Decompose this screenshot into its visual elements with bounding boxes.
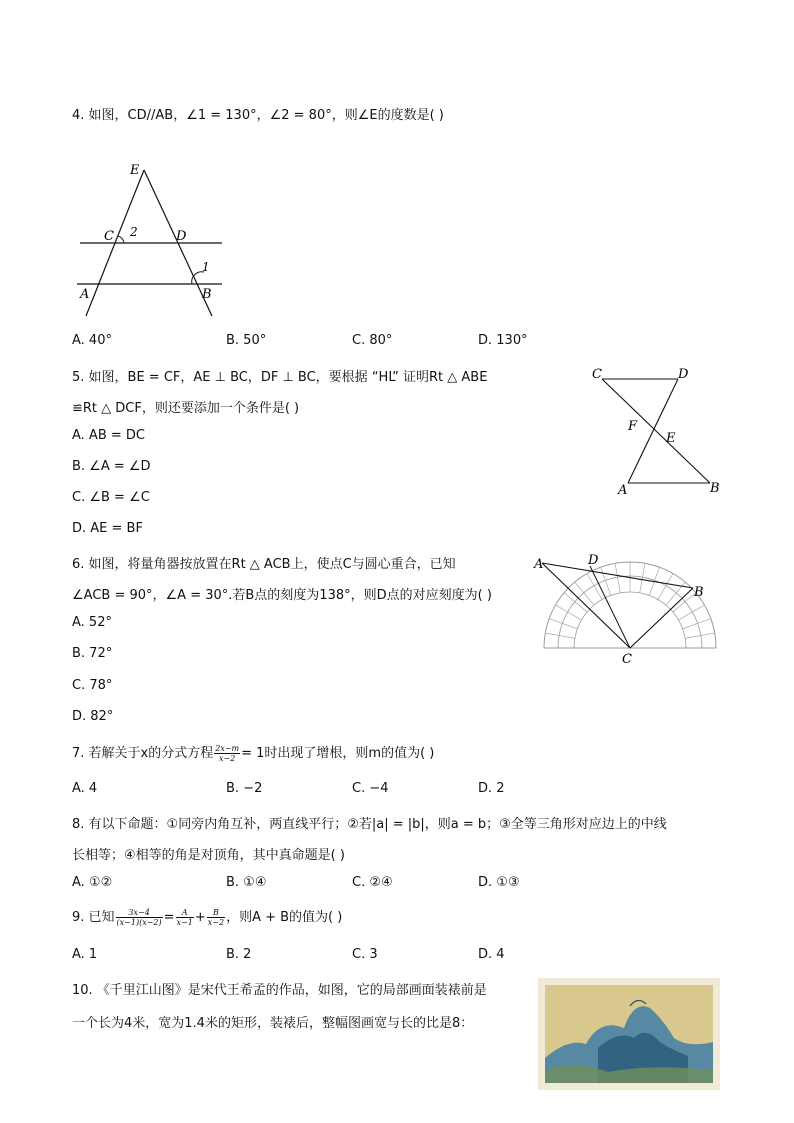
protractor-tick <box>658 574 673 600</box>
q7-fraction-numerator: 2x−m <box>215 744 240 753</box>
angle-2-arc <box>118 236 124 243</box>
protractor-tick <box>679 605 705 620</box>
label-2: 2 <box>130 225 138 239</box>
q9-option-d[interactable]: D. 4 <box>478 947 505 962</box>
q5-option-c[interactable]: C. ∠B = ∠C <box>72 490 150 505</box>
q10-stem-line1: 10. 《千里江山图》是宋代王希孟的作品，如图，它的局部画面装裱前是 <box>72 983 487 998</box>
q6-stem-line2: ∠ACB = 90°，∠A = 30°.若B点的刻度为138°，则D点的对应刻度为( ) <box>72 588 492 603</box>
q4-option-b[interactable]: B. 50° <box>226 333 267 348</box>
q6-stem-line1: 6. 如图，将量角器按放置在Rt △ ACB上，使点C与圆心重合，已知 <box>72 557 456 572</box>
label-a: A <box>80 287 90 302</box>
q9-fraction-b <box>207 908 225 927</box>
q9-f2-numerator: A <box>176 908 194 918</box>
q5-label-e: E <box>666 431 676 446</box>
q5-option-a[interactable]: A. AB = DC <box>72 428 145 443</box>
q4-option-a[interactable]: A. 40° <box>72 333 112 348</box>
q7-option-c[interactable]: C. −4 <box>352 781 389 796</box>
q7-option-d[interactable]: D. 2 <box>478 781 505 796</box>
q5-label-c: C <box>592 367 602 382</box>
q4-option-c[interactable]: C. 80° <box>352 333 393 348</box>
q9-option-b[interactable]: B. 2 <box>226 947 252 962</box>
q9-plus: + <box>194 910 206 925</box>
q9-option-c[interactable]: C. 3 <box>352 947 378 962</box>
q6-option-b[interactable]: B. 72° <box>72 646 113 661</box>
q9-f1-numerator: 3x−4 <box>116 908 163 918</box>
label-c: C <box>104 229 114 244</box>
q7-stem-prefix: 7. 若解关于x的分式方程 <box>72 746 214 761</box>
q9-equals: = <box>163 910 175 925</box>
protractor-tick <box>640 563 645 593</box>
q6-option-d[interactable]: D. 82° <box>72 709 114 724</box>
protractor-tick <box>685 633 715 638</box>
protractor-tick <box>575 582 594 605</box>
q5-option-b[interactable]: B. ∠A = ∠D <box>72 459 151 474</box>
protractor <box>544 562 716 648</box>
q8-option-c[interactable]: C. ②④ <box>352 875 393 890</box>
q9-stem-suffix: ，则A + B的值为( ) <box>226 910 343 925</box>
q8-option-d[interactable]: D. ①③ <box>478 875 520 890</box>
q9-stem <box>72 906 342 927</box>
protractor-tick <box>556 605 582 620</box>
q5-option-d[interactable]: D. AE = BF <box>72 521 143 536</box>
label-d: D <box>176 229 187 244</box>
q6-label-c: C <box>622 652 632 665</box>
q5-label-b: B <box>710 481 720 496</box>
q6-label-b: B <box>694 585 704 600</box>
q8-option-a[interactable]: A. ①② <box>72 875 113 890</box>
label-1: 1 <box>202 260 210 274</box>
q5-label-a: A <box>618 483 628 498</box>
q4-figure <box>72 158 242 323</box>
q4-option-d[interactable]: D. 130° <box>478 333 528 348</box>
q9-f2-denominator: x−1 <box>176 918 193 927</box>
q4-stem: 4. 如图，CD//AB，∠1 = 130°，∠2 = 80°，则∠E的度数是( ) <box>72 108 444 123</box>
protractor-tick <box>615 563 620 593</box>
q6-label-d: D <box>588 553 599 568</box>
q5-stem-line1: 5. 如图，BE = CF，AE ⊥ BC，DF ⊥ BC，要根据 “HL” 证明Rt △ ABE <box>72 370 488 385</box>
q6-option-c[interactable]: C. 78° <box>72 678 113 693</box>
q9-f3-denominator: x−2 <box>207 918 225 927</box>
q8-stem-line1: 8. 有以下命题：①同旁内角互补，两直线平行；②若|a| = |b|，则a = b；③全等三角形对应边上的中线 <box>72 817 667 832</box>
q7-stem <box>72 742 434 763</box>
label-e: E <box>130 163 140 178</box>
label-b: B <box>202 287 212 302</box>
q7-stem-suffix: = 1时出现了增根，则m的值为( ) <box>241 746 435 761</box>
q9-stem-prefix: 9. 已知 <box>72 910 115 925</box>
q7-fraction <box>214 744 240 763</box>
q5-label-f: F <box>628 419 638 434</box>
q6-label-a: A <box>534 557 544 572</box>
q9-f1-denominator: (x−1)(x−2) <box>116 918 162 927</box>
q9-fraction-left <box>116 908 163 927</box>
protractor-tick <box>545 633 575 638</box>
q5-stem-line2: ≌Rt △ DCF，则还要添加一个条件是( ) <box>72 401 300 416</box>
q8-option-b[interactable]: B. ①④ <box>226 875 267 890</box>
q9-f3-numerator: B <box>207 908 225 918</box>
q7-option-b[interactable]: B. −2 <box>226 781 263 796</box>
q9-option-a[interactable]: A. 1 <box>72 947 98 962</box>
q5-figure <box>586 362 726 502</box>
q10-stem-line2: 一个长为4米，宽为1.4米的矩形，装裱后，整幅图画宽与长的比是8： <box>72 1016 474 1031</box>
painting-image <box>538 978 720 1090</box>
q6-option-a[interactable]: A. 52° <box>72 615 112 630</box>
q7-option-a[interactable]: A. 4 <box>72 781 98 796</box>
q8-stem-line2: 长相等；④相等的角是对顶角，其中真命题是( ) <box>72 848 345 863</box>
q9-fraction-a <box>176 908 194 927</box>
q6-figure <box>530 550 730 665</box>
q7-fraction-denominator: x−2 <box>219 754 236 763</box>
q5-label-d: D <box>678 367 689 382</box>
